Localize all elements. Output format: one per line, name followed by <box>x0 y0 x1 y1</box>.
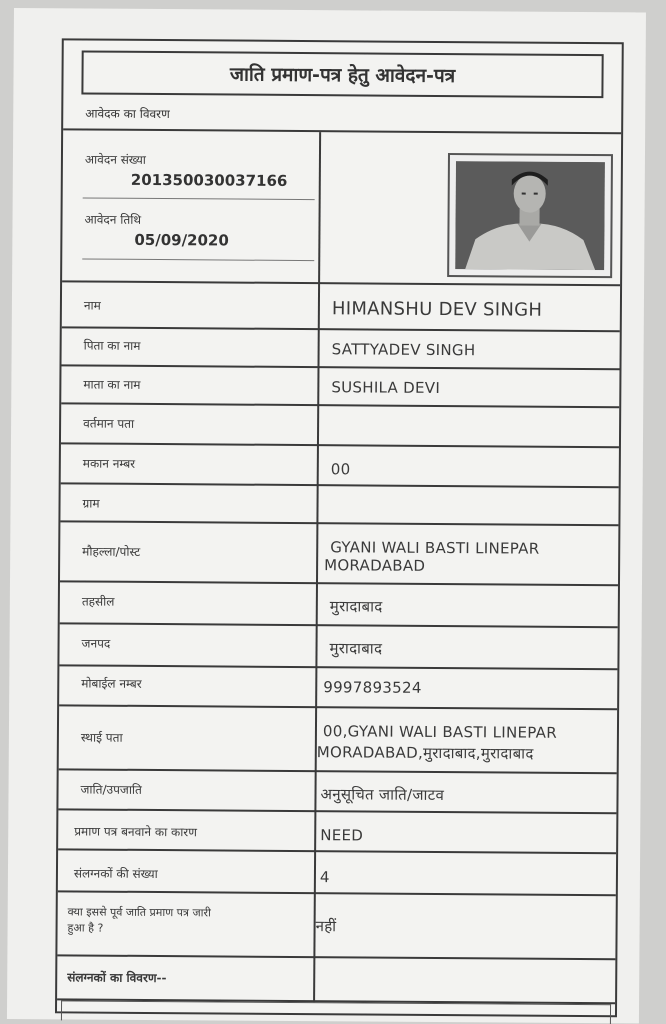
mohalla-post-value: GYANI WALI BASTI LINEPAR <box>330 538 540 558</box>
permanent-address-label: स्थाई पता <box>80 730 123 745</box>
mobile-number-label: मोबाईल नम्बर <box>81 676 142 691</box>
permanent-address-value: 00,GYANI WALI BASTI LINEPAR <box>322 722 558 742</box>
father-name-label: पिता का नाम <box>83 338 141 353</box>
application-form <box>55 38 624 1017</box>
mother-name-label: माता का नाम <box>83 377 141 392</box>
divider <box>61 482 619 488</box>
application-date-label: आवेदन तिथि <box>84 212 142 227</box>
attachments-table <box>61 1000 611 1024</box>
attachment-count-label: संलग्नकों की संख्या <box>73 866 158 882</box>
caste-label: जाति/उपजाति <box>80 782 142 797</box>
divider <box>58 848 616 854</box>
village-label: ग्राम <box>82 496 100 511</box>
divider <box>59 664 617 670</box>
name-label: नाम <box>83 298 101 313</box>
district-value: मुरादाबाद <box>329 639 383 658</box>
divider <box>61 364 619 370</box>
district-label: जनपद <box>81 636 111 651</box>
divider <box>58 808 616 814</box>
divider <box>57 954 615 960</box>
divider <box>59 768 617 774</box>
divider <box>60 622 618 628</box>
form-title: जाति प्रमाण-पत्र हेतु आवेदन-पत्र <box>81 50 603 98</box>
attachments-details-label: संलग्नकों का विवरण-- <box>67 970 167 986</box>
application-number: 201350030037166 <box>130 170 288 190</box>
underline <box>83 197 315 200</box>
divider <box>58 890 616 896</box>
previous-certificate-label: क्या इससे पूर्व जाति प्रमाण पत्र जारी <box>67 905 211 920</box>
divider <box>61 402 619 408</box>
divider <box>62 326 620 332</box>
divider <box>63 128 621 134</box>
document-page <box>7 8 646 1023</box>
divider <box>60 580 618 586</box>
tehsil-value: मुरादाबाद <box>329 597 383 616</box>
divider <box>59 704 617 710</box>
current-address-label: वर्तमान पता <box>83 416 135 431</box>
reason-label: प्रमाण पत्र बनवाने का कारण <box>74 824 197 840</box>
mohalla-post-value-line2: MORADABAD <box>324 556 426 575</box>
caste-value: अनुसूचित जाति/जाटव <box>320 785 445 805</box>
tehsil-label: तहसील <box>81 594 115 609</box>
father-name-value: SATTYADEV SINGH <box>331 340 476 360</box>
application-date: 05/09/2020 <box>134 230 229 250</box>
underline <box>82 258 314 261</box>
divider <box>62 280 620 286</box>
divider <box>61 442 619 448</box>
permanent-address-value-line2: MORADABAD,मुरादाबाद,मुरादाबाद <box>316 743 534 763</box>
previous-certificate-value: नहीं <box>315 917 337 936</box>
house-number-value: 00 <box>330 460 351 479</box>
house-number-label: मकान नम्बर <box>82 456 136 471</box>
photo-frame <box>447 153 613 278</box>
mother-name-value: SUSHILA DEVI <box>331 378 441 397</box>
reason-value: NEED <box>320 826 364 845</box>
attachment-count-value: 4 <box>319 868 330 887</box>
applicant-photo-icon <box>455 161 605 270</box>
application-number-label: आवेदन संख्या <box>84 152 146 167</box>
divider <box>60 520 618 526</box>
mobile-number-value: 9997893524 <box>323 678 422 697</box>
mohalla-post-label: मौहल्ला/पोस्ट <box>82 544 141 559</box>
section-heading: आवेदक का विवरण <box>85 106 170 122</box>
previous-certificate-label-line2: हुआ है ? <box>67 921 104 935</box>
name-value: HIMANSHU DEV SINGH <box>331 298 543 321</box>
